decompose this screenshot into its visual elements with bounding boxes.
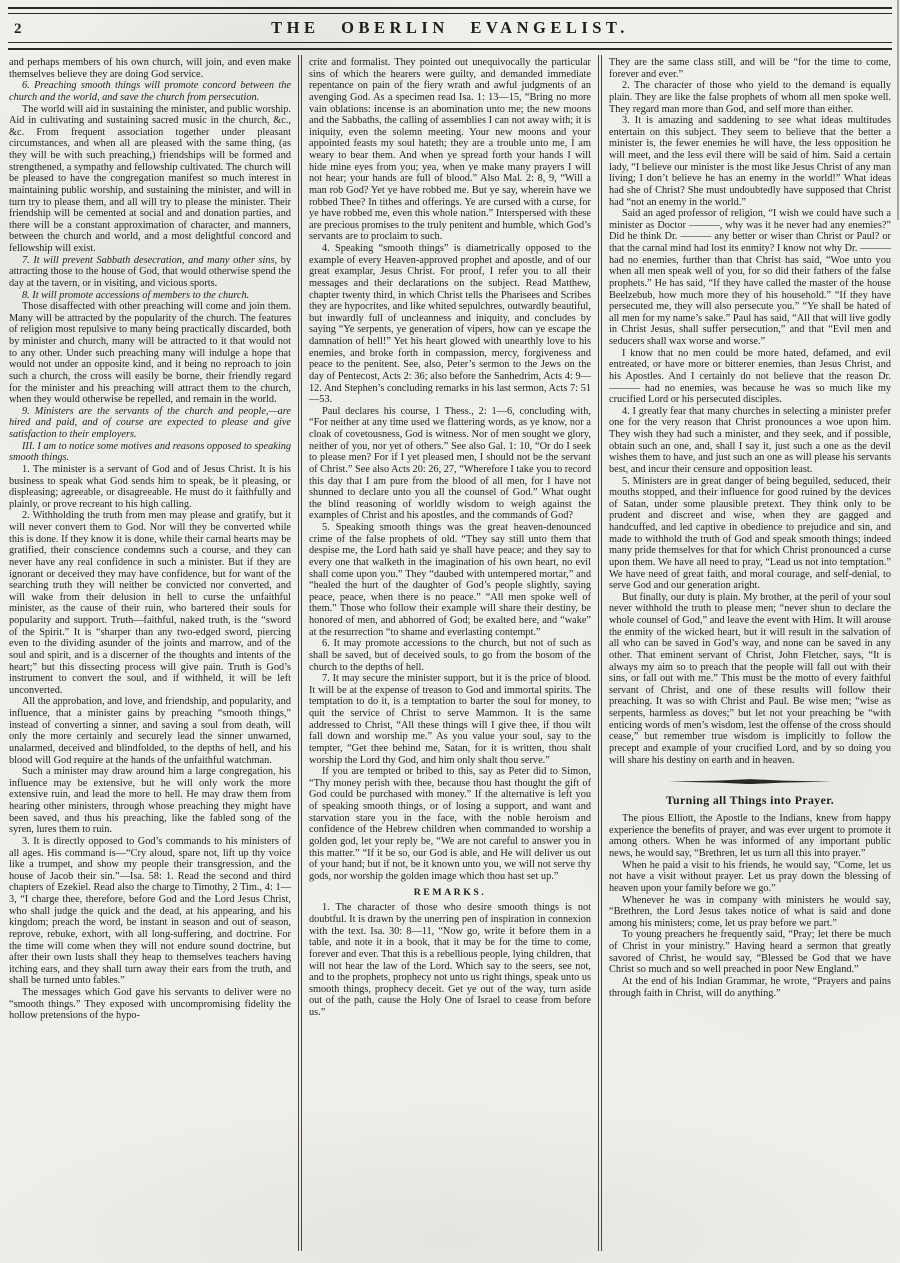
paragraph: 1. The character of those who desire smooth things is not doubtful. It is drawn by the unerring pen of inspiration in connexion with the text. Isa. 30: 8—11, “Now go, write it before them in a table, and note it in a book, that it may be for the time to come, forever and ever. That this is a rebellious people, lying children, that will not hear the law of the Lord. Which say to the seers, see not, and to the prophets, prophecy not unto us right things, speak unto us smooth things, prophecy deceit. Get ye out of the way, turn aside out of the path, cause the Holy One of Israel to cease from before us.” <box>309 902 591 1018</box>
paragraph: Those disaffected with other preaching will come and join them. Many will be attracted by the popularity of the church. The features of religion most repulsive to many being practically discarded, both by minister and church, many will be attracted to it that would not to any other. Under such preaching many will indulge a hope that would not under an opposite kind, and it being no reproach to join such a church, the cross will easily be borne, their friendly regard for the minister and his preaching will attract them to the church, when they would otherwise be repelled, and remain in the world. <box>9 301 291 406</box>
paragraph: When he paid a visit to his friends, he would say, “Come, let us not have a visit without prayer. Let us pray down the blessing of heaven upon your family before we go.” <box>609 859 891 894</box>
paragraph: 5. Ministers are in great danger of being beguiled, seduced, their mouths stopped, and their influence for good ruined by the devices of Satan, under some plausible pretext. They think only to be prudent and discreet and wise, when they are gagged and handcuffed, and led captive in obedience to prejudice and sin, and made to withhold the truth of God and speak smooth things; indeed many pride themselves for that for which Christ pronounced a curse upon them. We have all need to pray, “Lead us not into temptation.” We have need of great faith, and moral courage, and self-denial, to serve God and our generation aright. <box>609 475 891 592</box>
columns <box>6 55 894 1251</box>
paragraph: 3. It is directly opposed to God’s commands to his ministers of all ages. His command is—“Cry aloud, spare not, lift up thy voice like a trumpet, and show my people their transgression, and the house of Jacob their sin.”—Isa. 58: 1. Read the second and third chapters of Ezekiel. Read also the charge to Timothy, 2 Tim., 4: 1—3, “I charge thee, therefore, before God and the Lord Jesus Christ, who shall judge the quick and the dead, at his appearing, and his kingdom; preach the word, be instant in season and out of season, reprove, rebuke, exhort, with all long-suffering, and doctrine. For the time will come when they will not endure sound doctrine, but after their own lusts shall they heap to themselves teachers having itching ears, and they shall turn away their ears from the truth, and shall be turned unto fables.” <box>9 835 291 987</box>
masthead <box>6 14 894 41</box>
column-divider <box>598 55 602 1251</box>
paragraph: 4. I greatly fear that many churches in selecting a minister prefer one for the very reason that Christ pronounces a woe upon him. They wish they had such a minister, and they seek, and if possible, obtain such an one, and, shall I say it, just such a one as the devil wishes them to have, and just such an one as will please his servants best, and incur their censure and opposition least. <box>609 405 891 475</box>
paragraph: 8. It will promote accessions of members to the church. <box>22 289 250 301</box>
paragraph: 2. Withholding the truth from men may please and gratify, but it will never convert them to God. Nor will they be converted while this is done. If they know it is done, while their carnal hearts may be gratified, their conscience condemns such a course, and they can never have any real confidence in such a minister. But if they are ignorant or deceived they may have confidence, but for want of the searching truth they will neither be convicted nor converted, and will wake from their delusion in hell to curse the unfaithful minister, as the cause of their ruin, who bartered their souls for popularity and support. Truth—faithful, naked truth, is the “sword of the Spirit.” It is “sharper than any two-edged sword, piercing even to the dividing asunder of the joints and marrow, and of the soul and spirit, and is a discerner of the thoughts and intents of the heart;” but this dissecting process will give pain. Truth is God’s instrument to convert the soul, and if withheld, it will be left unconverted. <box>9 510 291 696</box>
paragraph: To young preachers he frequently said, “Pray; let there be much of Christ in your ministry.” Having heard a sermon that greatly savored of Christ, he would say, “Blessed be God that we have Christ so much and so well preached in poor New England.” <box>609 929 891 976</box>
paragraph: Paul declares his course, 1 Thess., 2: 1—6, concluding with, “For neither at any time used we flattering words, as ye know, nor a cloak of covetousness, God is witness. Nor of men sought we glory, neither of you, nor yet of others.” See also Gal. 1: 10, “Or do I seek to please men? For if I yet pleased men, I should not be the servant of Christ.” See also Acts 20: 26, 27, “Wherefore I take you to record this day that I am pure from the blood of all men, for I have not shunned to declare unto you all the counsel of God.” What ought the blind reasoning of worldly wisdom to weigh against the examples of Christ and his apostles, and the commands of God? <box>309 405 591 522</box>
paragraph: But finally, our duty is plain. My brother, at the peril of your soul never withhold the truth to please men; “never shun to declare the whole counsel of God,” and leave the event with Him. It will arouse the enmity of the wicked heart, but it will result in the salvation of all who can be saved in God’s way, and none can be saved in any other. That eminent servant of Christ, John Fletcher, says, “It is always my aim so to preach that the people will fall out with their sins, or fall out with me.” This must be the motto of every faithful servant of Christ, and one of these results will follow their preaching. It was so with Christ and Paul. Be wise men; “wise as serpents, harmless as doves;” but let not your preaching be “with enticing words of men’s wisdom, lest the offense of the cross should cease,” but remember true wisdom is implicitly to follow the precept and example of your crucified Lord, and by so doing you will share his destiny on earth and in heaven. <box>609 591 891 766</box>
paragraph: 4. Speaking “smooth things” is diametrically opposed to the example of every Heaven-approved prophet and apostle, and of our great examplar, Jesus Christ. For proof, I refer you to all their messages and their declarations on the subject. Read Matthew, chapter twenty third, in which Christ tells the Pharisees and Scribes they are hypocrites, and like whited sepulchres, outwardly beautiful, but inwardly full of uncleanness and iniquity, and concludes by saying “Ye serpents, ye generation of vipers, how can ye escape the damnation of hell!” Yet his heart glowed with unearthly love to his enemies, and broke forth in compassion, mercy, forgiveness and peace to the penitent. See, also, Peter’s sermon to the Jews on the day of Pentecost, Acts 2: 36; also before the Sanhedrim, Acts 4: 9—12. And Stephen’s concluding remarks in his last sermon, Acts 7: 51—53. <box>309 243 591 406</box>
column-2 <box>306 55 594 1251</box>
paragraph: 1. The minister is a servant of God and of Jesus Christ. It is his business to speak what God sends him to speak, be it pleasing, or displeasing; agreeable, or disagreeable. He must do it faithfully and plainly, or prove recreant to his high calling. <box>9 463 291 510</box>
paragraph: Said an aged professor of religion, “I wish we could have such a minister as Doctor ———, why was it he never had any enemies?” Did he think Dr. ——— any better or wiser than Christ or Paul? or that the carnal mind had lost its enmity? I know not why Dr. ——— had no enemies, further than that Christ has said, “Woe unto you when all men speak well of you, for so did their fathers of the false prophets.” He has said, “If they have called the master of the house Beelzebub, how much more they of his household.” “If they have persecuted me, they will also persecute you.” “Ye shall be hated of all men for my name’s sake.” Paul has said, “All that will live godly in Christ Jesus, shall suffer persecution,” and that “Evil men and seducers shall wax worse and worse.” <box>609 208 891 347</box>
paragraph: Whenever he was in company with ministers he would say, “Brethren, the Lord Jesus takes notice of what is said and done among his ministers; come, let us pray before we part.” <box>609 894 891 929</box>
column-divider <box>298 55 302 1251</box>
paragraph: III. I am to notice some motives and reasons opposed to speaking smooth things. <box>9 440 292 464</box>
paragraph: The messages which God gave his servants to deliver were no “smooth things.” They exposed with uncompromising fidelity the hollow pretensions of the hypo- <box>9 987 291 1022</box>
paragraph: If you are tempted or bribed to this, say as Peter did to Simon, “Thy money perish with thee, because thou hast thought the gift of God could be purchased with money.” If the alternative is left you of speaking smooth things, or of losing a support, and want and starvation stare you in the face, with the noble heroism and confidence of the Hebrew children when commanded to worship a golden god, let your reply be, “We are not careful to answer you in this matter.” “If it be so, our God is able, and He will deliver us out of your hand; but if not, be it known unto you, we will not serve thy gods, nor worship the golden image which thou hast set up.” <box>309 766 591 882</box>
paragraph: All the approbation, and love, and friendship, and popularity, and influence, that a minister gains by preaching “smooth things,” instead of converting a sinner, and saving a soul from death, will only the more certainly and securely lead the sinner unwarned, unalarmed, deceived and blindfolded, to the depths of hell, and his blood will God require at the hands of the unfaithful watchman. <box>9 696 291 766</box>
paragraph: 5. Speaking smooth things was the great heaven-denounced crime of the false prophets of old. “They say still unto them that despise me, the Lord hath said ye shall have peace; and they say to every one that walketh in the imagination of his own heart, no evil shall come upon you.” They “daubed with untempered mortar,” and “healed the hurt of the daughter of God’s people slightly, saying peace, peace, when there is no peace.” “All men spoke well of them.” Those who follow their example will share their destiny, be honored of men, and abhorred of God; be exalted here, and “wake” at the resurrection “to shame and everlasting contempt.” <box>309 522 591 638</box>
paragraph: 7. It may secure the minister support, but it is the price of blood. It will be at the expense of treason to God and immortal spirits. The temptation to do it, is a temptation to barter the soul for money, to quit the service of Christ to serve Mammon. It is the same addressed to Christ, “All these things will I give thee, if thou wilt fall down and worship me.” As you value your soul, say to the tempter, “Get thee behind me, Satan, for it is written, thou shalt worship the Lord thy God, and him only shalt thou serve.” <box>309 673 591 766</box>
paragraph: 6. It may promote accessions to the church, but not of such as shall be saved, but of deceived souls, to go from the bosom of the church to the depths of hell. <box>309 638 591 673</box>
column-1 <box>6 55 294 1251</box>
column-3 <box>606 55 894 1251</box>
paragraph: I know that no men could be more hated, defamed, and evil entreated, or have more or bitterer enemies, than Jesus Christ, and his Apostles. And I certainly do not believe that the reason Dr. ——— had no enemies, was because he was so much like my crucified Lord or his persecuted disciples. <box>609 347 891 406</box>
paragraph: 7. It will prevent Sabbath desecration, and many other sins, by attracting those to the house of God, that would otherwise spend the day at the tavern, or in visiting, and vicious sports. <box>9 254 292 289</box>
top-rule <box>8 7 892 14</box>
paragraph: Such a minister may draw around him a large congregation, his influence may be extensive, but he will only work the more extensive ruin, and lead the more to hell. He may draw them from hearing other ministers, through whose preaching they might have been saved, and thus his preaching, like the fabled song of the syren, lures them to ruin. <box>9 766 291 836</box>
paragraph: 6. Preaching smooth things will promote concord between the church and the world, and save the church from persecution. <box>9 80 291 103</box>
paragraph: and perhaps members of his own church, will join, and even make themselves believe they are doing God service. <box>9 57 291 80</box>
paragraph: crite and formalist. They pointed out unequivocally the particular sins of which the hearers were guilty, and demanded immediate repentance on pain of the fiery wrath and awful judgments of an avenging God. As a specimen read Isa. 1: 13—15, “Bring no more vain oblations: incense is an abomination unto me; the new moons and the Sabbaths, the calling of assemblies I can not away with; it is iniquity, even the solemn meeting. Your new moons and your appointed feasts my soul hateth; they are a trouble unto me, I am weary to bear them. And when ye spread forth your hands I will hide mine eyes from you; yea, when ye make many prayers I will not hear; your hands are full of blood.” Also Mal. 2: 8, 9, “Will a man rob God? Yet ye have robbed me. But ye say, wherein have we robbed Thee? In tithes and offerings. Ye are cursed with a curse, for ye have robbed me, even this whole nation.” Interspersed with these are precious promises to the truly penitent and humble, which God’s servants are to proclaim to such. <box>309 57 591 243</box>
paragraph: The world will aid in sustaining the minister, and public worship. Aid in cultivating and sustaining sacred music in the church, &c., &c. From frequent association together under pleasant circumstances, and when all are pleased with the same thing, (as they will be with such preaching,) friendships will be formed and strengthened, a sympathy and fellowship cultivated. The church will be pleased to have the congregation manifest so much interest in maintaining public worship, and sustaining the minister, and will in turn try to please them, and all will try to please the minister. Their friendship will be cemented at social and and donation parties, and there will be a constant approximation of character, and manners, between the church and world, and a most delightful concord and fellowship will exist. <box>9 103 291 254</box>
paragraph: 9. Ministers are the servants of the church and people,—are hired and paid, and of course are expected to please and give satisfaction to their employers. <box>9 405 291 440</box>
section-heading: REMARKS. <box>413 887 487 899</box>
paragraph: At the end of his Indian Grammar, he wrote, “Prayers and pains through faith in Christ, will do anything.” <box>609 975 891 999</box>
masthead-bottom-rule <box>8 42 892 50</box>
decorative-divider <box>668 779 832 784</box>
paragraph: They are the same class still, and will be “for the time to come, forever and ever.” <box>609 57 891 80</box>
paragraph: The pious Elliott, the Apostle to the Indians, knew from happy experience the benefits of prayer, and was ever urgent to promote it among others. When he was informed of any important public news, he would say, “Brethren, let us turn all this into prayer.” <box>609 813 891 859</box>
paper-title: THE OBERLIN EVANGELIST. <box>271 18 629 37</box>
page-number: 2 <box>14 21 22 37</box>
paragraph: 2. The character of those who yield to the demand is equally plain. They are like the false prophets of whom all men spoke well. They regard man more than God, and self more than either. <box>609 80 891 115</box>
paragraph: 3. It is amazing and saddening to see what ideas multitudes entertain on this subject. They seem to believe that the better a minister is, the fewer enemies he will have, the less opposition he will meet, and the less evil there will be said of him. Said a certain lady, “I believe our minister is the most like Jesus Christ of any man living; I don’t believe he has an enemy in the world!” What ideas had she of Christ? She must undoubtedly have supposed that Christ had “not an enemy in the world.” <box>609 115 891 208</box>
article-title: Turning all Things into Prayer. <box>665 793 835 808</box>
